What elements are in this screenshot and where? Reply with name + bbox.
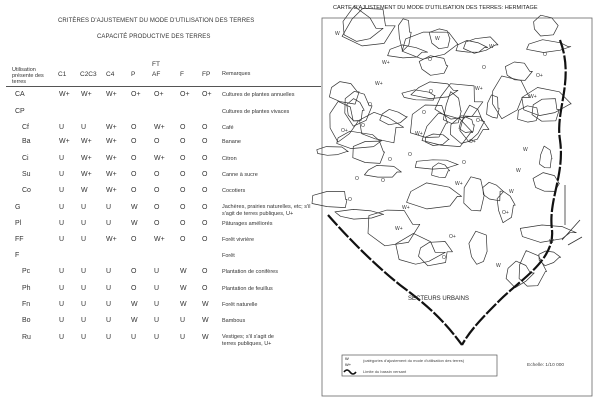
map-contour <box>464 177 484 211</box>
map-contour <box>380 109 408 124</box>
map-contour <box>364 165 401 177</box>
row-value: W <box>180 285 187 292</box>
row-value: U <box>180 334 186 341</box>
row-value: O <box>202 171 208 178</box>
map-zone-label: W <box>335 31 340 37</box>
row-value: W <box>131 204 138 211</box>
map-contour <box>342 8 395 46</box>
map-zone-label: O <box>381 178 385 184</box>
row-value: O <box>202 285 208 292</box>
row-code: Ru <box>22 334 31 341</box>
row-value: O <box>180 155 186 162</box>
row-value: U <box>59 124 65 131</box>
row-value: U <box>59 285 65 292</box>
row-value: U <box>59 171 65 178</box>
row-remark: Vestiges; s'il s'agit de terres publiques, U+ <box>222 334 274 347</box>
row-value: W <box>81 187 88 194</box>
row-value: O <box>131 268 137 275</box>
map-contour <box>317 147 349 156</box>
table-title: CRITÈRES D'AJUSTEMENT DU MODE D'UTILISATION DES TERRES <box>58 18 255 24</box>
row-value: W+ <box>81 91 92 98</box>
map-contour <box>539 146 552 168</box>
table-subtitle: CAPACITÉ PRODUCTIVE DES TERRES <box>97 34 211 40</box>
row-value: U <box>59 204 65 211</box>
row-remark: Banane <box>222 139 241 145</box>
header-remarks: Remarques <box>222 71 251 77</box>
row-value: U <box>59 220 65 227</box>
row-code: Ph <box>22 285 31 292</box>
row-value: W <box>202 317 209 324</box>
row-value: O <box>180 220 186 227</box>
row-remark: Forêt vivrière <box>222 237 255 243</box>
map-contour <box>329 82 359 105</box>
map-contour <box>532 99 559 122</box>
row-value: O <box>131 138 137 145</box>
row-value: O <box>154 138 160 145</box>
map-zone-label: O <box>355 176 359 182</box>
map-zone-label: O <box>429 89 433 95</box>
row-value: W+ <box>106 91 117 98</box>
row-code: Ba <box>22 138 31 145</box>
map-contour <box>483 182 503 201</box>
north-arrow <box>562 185 582 245</box>
map-zone-label: O <box>462 160 466 166</box>
map-zone-label: O <box>361 123 365 129</box>
row-value: O <box>131 187 137 194</box>
row-code: Bo <box>22 317 31 324</box>
map-zone-label: W <box>496 263 501 269</box>
row-value: U <box>180 317 186 324</box>
map-contours <box>312 6 576 288</box>
row-value: U <box>106 334 112 341</box>
map-contour <box>360 112 404 143</box>
map-zone-label: W <box>523 147 528 153</box>
map-zone-label: O+ <box>536 73 543 79</box>
header-c4: C4 <box>106 71 115 78</box>
legend-boundary: Limite du bassin versant <box>363 369 407 374</box>
row-value: W <box>131 317 138 324</box>
row-value: W+ <box>106 187 117 194</box>
row-value: O <box>154 171 160 178</box>
map-zone-label: O+ <box>502 210 509 216</box>
map-contour <box>388 45 428 58</box>
row-value: U <box>59 187 65 194</box>
row-value: U <box>81 317 87 324</box>
row-value: U <box>81 124 87 131</box>
row-value: W+ <box>106 171 117 178</box>
header-f: F <box>180 71 184 78</box>
row-remark: Cultures de plantes annuelles <box>222 92 295 98</box>
row-value: U <box>106 220 112 227</box>
row-value: U <box>154 334 160 341</box>
row-value: O <box>180 204 186 211</box>
map-zone-label: W+ <box>375 81 383 87</box>
row-value: U <box>106 204 112 211</box>
map-zone-label: W+ <box>415 131 423 137</box>
row-value: U <box>81 236 87 243</box>
row-code: Cf <box>22 124 29 131</box>
row-value: U <box>59 301 65 308</box>
map-zone-label: W <box>549 239 554 245</box>
map-contour <box>335 209 384 219</box>
row-value: O <box>131 285 137 292</box>
row-value: O <box>202 187 208 194</box>
map-zone-label: W+ <box>395 226 403 232</box>
row-value: O <box>131 171 137 178</box>
row-value: O <box>154 204 160 211</box>
map-contour <box>497 192 515 223</box>
row-value: O <box>131 236 137 243</box>
header-use: Utilisation présente des terres <box>12 67 44 85</box>
row-value: U <box>81 204 87 211</box>
row-value: U <box>106 285 112 292</box>
row-value: W <box>202 301 209 308</box>
legend-categories: (catégories d'ajustement du mode d'utilisation des terres) <box>363 358 465 363</box>
row-value: O <box>131 124 137 131</box>
legend-sym-w: W <box>345 356 349 361</box>
row-code: FF <box>15 236 24 243</box>
row-value: O+ <box>131 91 141 98</box>
row-value: U <box>81 301 87 308</box>
row-value: U <box>59 334 65 341</box>
map-zone-label: O <box>388 157 392 163</box>
boundary-symbol-icon <box>344 370 356 374</box>
row-value: U <box>59 268 65 275</box>
map-title: CARTE D'AJUSTEMENT DU MODE D'UTILISATION DES TERRES: HERMITAGE <box>333 5 538 11</box>
map-zone-label: O+ <box>341 128 348 134</box>
row-value: U <box>81 220 87 227</box>
map-zone-label: W+ <box>455 181 463 187</box>
row-remark: Cultures de plantes vivaces <box>222 109 290 115</box>
map-contour <box>493 76 530 119</box>
row-value: O <box>202 220 208 227</box>
map-zone-label: O <box>442 255 446 261</box>
row-remark: Plantation de feuillus <box>222 286 273 292</box>
row-code: G <box>15 204 21 211</box>
header-af: AF <box>152 71 161 78</box>
map-zone-label: O <box>428 57 432 63</box>
map-zone-label: W+ <box>529 94 537 100</box>
map-contour <box>407 183 462 209</box>
map-scale: Echelle: 1/10 000 <box>527 363 565 368</box>
map-zone-label: O <box>408 152 412 158</box>
row-value: U <box>154 285 160 292</box>
row-code: Pl <box>15 220 22 227</box>
header-c2c3: C2C3 <box>80 71 97 78</box>
row-value: W+ <box>59 91 70 98</box>
row-value: W+ <box>81 155 92 162</box>
row-value: W+ <box>106 124 117 131</box>
map-zone-label: O+ <box>449 234 456 240</box>
map-zone-label: O+ <box>469 139 476 145</box>
row-remark: Jachères, prairies naturelles, etc; s'il s'agit de terres publiques, U+ <box>222 204 311 217</box>
row-code: F <box>15 252 20 259</box>
row-value: U <box>154 317 160 324</box>
row-value: O <box>180 124 186 131</box>
row-value: W+ <box>106 236 117 243</box>
row-value: U <box>59 155 65 162</box>
map-zone-label: W <box>509 189 514 195</box>
row-value: O <box>202 124 208 131</box>
row-remark: Cocotiers <box>222 188 246 194</box>
map-zone-label: W <box>489 44 494 50</box>
row-value: O+ <box>202 91 212 98</box>
header-ft: FT <box>152 61 160 68</box>
row-value: U <box>81 334 87 341</box>
row-value: W <box>202 334 209 341</box>
row-code: Ci <box>22 155 29 162</box>
row-value: W <box>180 268 187 275</box>
header-p: P <box>131 71 136 78</box>
row-value: W+ <box>81 171 92 178</box>
map-zone-label: O+ <box>476 118 483 124</box>
row-code: Pc <box>22 268 31 275</box>
header-fp: FP <box>202 71 211 78</box>
row-code: Fn <box>22 301 31 308</box>
row-value: W+ <box>81 138 92 145</box>
map-contour <box>422 113 473 147</box>
map-contour <box>456 40 488 52</box>
row-code: Co <box>22 187 31 194</box>
row-value: O <box>180 187 186 194</box>
row-value: U <box>154 268 160 275</box>
row-remark: Plantation de conifères <box>222 269 278 275</box>
map-contour <box>312 192 347 208</box>
row-value: O <box>131 155 137 162</box>
row-code: CA <box>15 91 25 98</box>
row-value: U <box>106 268 112 275</box>
row-value: W <box>131 220 138 227</box>
row-value: O+ <box>180 91 190 98</box>
row-value: U <box>59 317 65 324</box>
row-value: U <box>106 301 112 308</box>
map-contour <box>469 231 487 264</box>
row-value: U <box>106 317 112 324</box>
map-zone-label: O <box>368 102 372 108</box>
row-value: O <box>180 138 186 145</box>
row-remark: Bambous <box>222 318 246 324</box>
row-value: U <box>59 236 65 243</box>
row-value: O <box>154 187 160 194</box>
header-c1: C1 <box>58 71 67 78</box>
row-value: W+ <box>106 138 117 145</box>
urban-sectors-label: SECTEURS URBAINS <box>408 296 470 302</box>
row-value: W+ <box>59 138 70 145</box>
row-remark: Forêt <box>222 253 235 259</box>
row-value: O <box>180 171 186 178</box>
map-zone-label: O <box>482 65 486 71</box>
row-remark: Citron <box>222 156 237 162</box>
map-contour <box>432 163 450 178</box>
map-zone-label: O <box>348 197 352 203</box>
row-value: O <box>154 220 160 227</box>
row-value: W+ <box>154 124 165 131</box>
row-value: U <box>154 301 160 308</box>
row-value: U <box>81 285 87 292</box>
row-value: O <box>202 236 208 243</box>
map-zone-label: W <box>516 168 521 174</box>
row-value: W+ <box>154 155 165 162</box>
row-remark: Café <box>222 125 234 131</box>
legend-sym-wplus: W+ <box>345 362 352 367</box>
map-contour <box>426 134 450 146</box>
row-remark: Pâturages améliorés <box>222 221 273 227</box>
row-value: W <box>180 301 187 308</box>
row-value: O+ <box>154 91 164 98</box>
map-zone-label: W <box>435 36 440 42</box>
row-value: O <box>202 155 208 162</box>
row-value: W+ <box>106 155 117 162</box>
row-value: U <box>81 268 87 275</box>
map-contour <box>330 101 359 142</box>
row-value: O <box>202 204 208 211</box>
map-contour <box>368 210 420 246</box>
row-remark: Forêt naturelle <box>222 302 258 308</box>
row-value: W+ <box>154 236 165 243</box>
map-contour <box>353 141 385 163</box>
row-value: O <box>202 138 208 145</box>
map-zone-label: W+ <box>382 60 390 66</box>
map-zone-label: W+ <box>475 86 483 92</box>
row-value: O <box>202 268 208 275</box>
row-value: O <box>180 236 186 243</box>
row-code: CP <box>15 108 25 115</box>
map-zone-label: O <box>422 110 426 116</box>
map-zone-label: W+ <box>402 205 410 211</box>
row-remark: Canne à sucre <box>222 172 258 178</box>
row-value: W <box>131 301 138 308</box>
row-value: U <box>131 334 137 341</box>
row-code: Su <box>22 171 31 178</box>
map-zone-label: O <box>543 52 547 58</box>
